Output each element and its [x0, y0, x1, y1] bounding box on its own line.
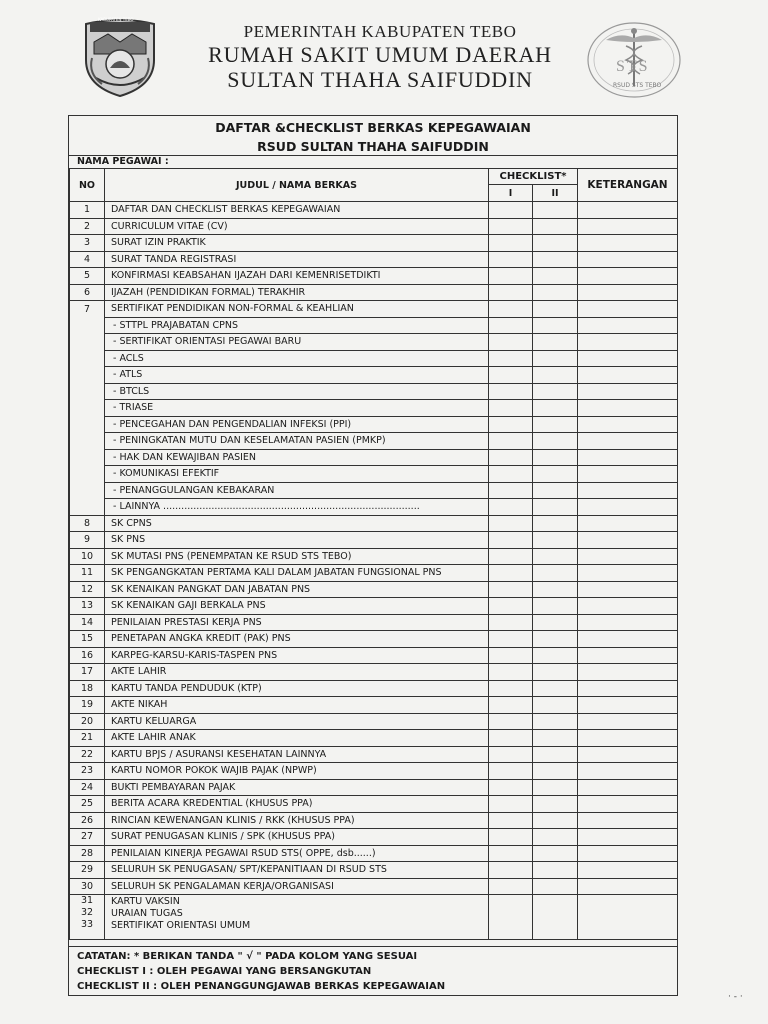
keterangan-cell[interactable] — [578, 268, 678, 285]
header-judul: JUDUL / NAMA BERKAS — [105, 169, 489, 202]
header-checklist: CHECKLIST* — [489, 169, 578, 185]
checklist-ii-cell[interactable] — [533, 383, 578, 400]
keterangan-cell[interactable] — [578, 548, 678, 565]
checklist-i-cell[interactable] — [489, 581, 533, 598]
keterangan-cell[interactable] — [578, 763, 678, 780]
checklist-ii-cell[interactable] — [533, 350, 578, 367]
checklist-i-cell[interactable] — [489, 746, 533, 763]
note-checklist-i: CHECKLIST I : OLEH PEGAWAI YANG BERSANGKUTAN — [77, 966, 372, 977]
notes-block — [77, 949, 445, 994]
row-number — [70, 350, 105, 367]
form-title-line1: DAFTAR &CHECKLIST BERKAS KEPEGAWAIAN — [215, 120, 531, 135]
table-row — [70, 598, 678, 615]
checklist-ii-cell[interactable] — [533, 829, 578, 846]
table-row — [70, 581, 678, 598]
table-row — [70, 845, 678, 862]
document-name: SURAT PENUGASAN KLINIS / SPK (KHUSUS PPA) — [105, 829, 489, 846]
table-row — [70, 202, 678, 219]
checklist-i-cell[interactable] — [489, 202, 533, 219]
keterangan-cell[interactable] — [578, 812, 678, 829]
row-number — [70, 433, 105, 450]
sub-item-row — [70, 317, 678, 334]
checklist-ii-cell[interactable] — [533, 812, 578, 829]
checklist-ii-cell[interactable] — [533, 878, 578, 895]
berkas-table — [69, 168, 678, 940]
header-checklist-i: I — [489, 185, 533, 202]
row-number: 25 — [70, 796, 105, 813]
document-name: AKTE LAHIR — [105, 664, 489, 681]
checklist-ii-cell[interactable] — [533, 631, 578, 648]
document-name: SK KENAIKAN GAJI BERKALA PNS — [105, 598, 489, 615]
checklist-i-cell[interactable] — [489, 482, 533, 499]
checklist-i-cell[interactable] — [489, 763, 533, 780]
row-number: 26 — [70, 812, 105, 829]
table-header-row — [70, 169, 678, 185]
keterangan-cell[interactable] — [578, 878, 678, 895]
sub-item-label: - PENCEGAHAN DAN PENGENDALIAN INFEKSI (PPI) — [105, 416, 489, 433]
checklist-ii-cell[interactable] — [533, 317, 578, 334]
row-number: 8 — [70, 515, 105, 532]
checklist-ii-cell[interactable] — [533, 664, 578, 681]
checklist-ii-cell[interactable] — [533, 647, 578, 664]
table-row — [70, 268, 678, 285]
document-name: BUKTI PEMBAYARAN PAJAK — [105, 779, 489, 796]
checklist-i-cell[interactable] — [489, 548, 533, 565]
sub-item-row — [70, 383, 678, 400]
checklist-i-cell[interactable] — [489, 664, 533, 681]
notes-divider — [69, 946, 677, 947]
checklist-ii-cell[interactable] — [533, 845, 578, 862]
checklist-i-cell[interactable] — [489, 796, 533, 813]
sub-item-row — [70, 433, 678, 450]
keterangan-cell[interactable] — [578, 581, 678, 598]
keterangan-cell[interactable] — [578, 499, 678, 516]
header-hospital-type: RUMAH SAKIT UMUM DAERAH — [208, 42, 552, 67]
checklist-i-cell[interactable] — [489, 449, 533, 466]
row-number: 18 — [70, 680, 105, 697]
table-row — [70, 647, 678, 664]
row-number-group — [70, 895, 105, 940]
row-number: 9 — [70, 532, 105, 549]
sub-item-label: - HAK DAN KEWAJIBAN PASIEN — [105, 449, 489, 466]
document-name: KARTU VAKSIN — [111, 896, 180, 907]
document-name: IJAZAH (PENDIDIKAN FORMAL) TERAKHIR — [105, 284, 489, 301]
sub-item-row — [70, 400, 678, 417]
checklist-i-cell[interactable] — [489, 350, 533, 367]
table-row — [70, 763, 678, 780]
checklist-ii-cell[interactable] — [533, 466, 578, 483]
checklist-i-cell[interactable] — [489, 614, 533, 631]
checklist-ii-cell[interactable] — [533, 796, 578, 813]
left-logo-text: KABUPATEN TEBO — [98, 17, 134, 22]
table-row — [70, 235, 678, 252]
row-number — [70, 466, 105, 483]
table-row — [70, 812, 678, 829]
kabupaten-tebo-crest-icon — [80, 14, 160, 98]
checklist-ii-cell[interactable] — [533, 235, 578, 252]
keterangan-cell[interactable] — [578, 664, 678, 681]
keterangan-cell[interactable] — [578, 697, 678, 714]
table-row — [70, 862, 678, 879]
row-number — [70, 383, 105, 400]
keterangan-cell[interactable] — [578, 400, 678, 417]
row-number: 31 — [80, 895, 94, 906]
sub-item-row — [70, 482, 678, 499]
checklist-i-cell[interactable] — [489, 466, 533, 483]
table-row — [70, 301, 678, 318]
row-number — [70, 499, 105, 516]
row-number — [70, 334, 105, 351]
sub-item-label: - ACLS — [105, 350, 489, 367]
table-row — [70, 697, 678, 714]
checklist-i-cell[interactable] — [489, 697, 533, 714]
institution-header — [165, 22, 595, 92]
keterangan-cell[interactable] — [578, 284, 678, 301]
checklist-i-cell[interactable] — [489, 284, 533, 301]
sub-item-label: - STTPL PRAJABATAN CPNS — [105, 317, 489, 334]
row-number: 27 — [70, 829, 105, 846]
table-row — [70, 548, 678, 565]
document-name: SK KENAIKAN PANGKAT DAN JABATAN PNS — [105, 581, 489, 598]
sub-item-label: - ATLS — [105, 367, 489, 384]
checklist-ii-cell[interactable] — [533, 730, 578, 747]
document-name: BERITA ACARA KREDENTIAL (KHUSUS PPA) — [105, 796, 489, 813]
row-number: 1 — [70, 202, 105, 219]
document-name: SELURUH SK PENGALAMAN KERJA/ORGANISASI — [105, 878, 489, 895]
sub-item-row — [70, 334, 678, 351]
checklist-i-cell[interactable] — [489, 565, 533, 582]
checklist-ii-cell[interactable] — [533, 218, 578, 235]
keterangan-cell[interactable] — [578, 433, 678, 450]
checklist-ii-cell[interactable] — [533, 548, 578, 565]
keterangan-cell[interactable] — [578, 383, 678, 400]
sub-item-row — [70, 367, 678, 384]
sub-item-label: - SERTIFIKAT ORIENTASI PEGAWAI BARU — [105, 334, 489, 351]
row-number: 5 — [70, 268, 105, 285]
keterangan-cell[interactable] — [578, 565, 678, 582]
table-row — [70, 779, 678, 796]
checklist-ii-cell[interactable] — [533, 301, 578, 318]
row-number: 29 — [70, 862, 105, 879]
sub-item-label: - LAINNYA ..................................................................................... — [105, 499, 489, 516]
sub-item-label: - BTCLS — [105, 383, 489, 400]
table-row-31-33 — [70, 895, 678, 940]
row-number: 17 — [70, 664, 105, 681]
checklist-ii-cell[interactable] — [533, 499, 578, 516]
document-name: KONFIRMASI KEABSAHAN IJAZAH DARI KEMENRISETDIKTI — [105, 268, 489, 285]
row-number: 16 — [70, 647, 105, 664]
row-number: 15 — [70, 631, 105, 648]
keterangan-cell[interactable] — [578, 796, 678, 813]
checklist-i-cell[interactable] — [489, 383, 533, 400]
keterangan-cell[interactable] — [578, 631, 678, 648]
document-name: PENILAIAN KINERJA PEGAWAI RSUD STS( OPPE, dsb......) — [105, 845, 489, 862]
table-row — [70, 515, 678, 532]
checklist-i-cell[interactable] — [489, 317, 533, 334]
row-number: 22 — [70, 746, 105, 763]
keterangan-cell[interactable] — [578, 515, 678, 532]
row-number: 4 — [70, 251, 105, 268]
row-number: 3 — [70, 235, 105, 252]
document-name: SK PENGANGKATAN PERTAMA KALI DALAM JABATAN FUNGSIONAL PNS — [105, 565, 489, 582]
checklist-i-cell[interactable] — [489, 218, 533, 235]
sub-item-row — [70, 416, 678, 433]
table-row — [70, 631, 678, 648]
keterangan-cell[interactable] — [578, 829, 678, 846]
checklist-ii-cell[interactable] — [533, 565, 578, 582]
document-name: CURRICULUM VITAE (CV) — [105, 218, 489, 235]
keterangan-cell[interactable] — [578, 218, 678, 235]
checklist-i-cell[interactable] — [489, 301, 533, 318]
row-number: 11 — [70, 565, 105, 582]
corner-mark: · - · — [728, 992, 743, 1002]
header-hospital-name: SULTAN THAHA SAIFUDDIN — [227, 67, 533, 92]
checklist-ii-cell[interactable] — [533, 268, 578, 285]
table-row — [70, 664, 678, 681]
header-no: NO — [70, 169, 105, 202]
checklist-ii-cell[interactable] — [533, 746, 578, 763]
document-name: AKTE NIKAH — [105, 697, 489, 714]
row-number — [70, 482, 105, 499]
sub-item-row — [70, 350, 678, 367]
row-number — [70, 367, 105, 384]
sub-item-row — [70, 449, 678, 466]
table-row — [70, 746, 678, 763]
checklist-ii-cell[interactable] — [533, 400, 578, 417]
checklist-i-cell[interactable] — [489, 268, 533, 285]
row-number: 33 — [80, 919, 94, 930]
keterangan-cell[interactable] — [578, 532, 678, 549]
checklist-i-cell[interactable] — [489, 829, 533, 846]
document-name: SURAT IZIN PRAKTIK — [105, 235, 489, 252]
checklist-i-cell[interactable] — [489, 598, 533, 615]
checklist-ii-cell[interactable] — [533, 433, 578, 450]
checklist-ii-cell[interactable] — [533, 202, 578, 219]
checklist-i-cell[interactable] — [489, 779, 533, 796]
document-name: RINCIAN KEWENANGAN KLINIS / RKK (KHUSUS PPA) — [105, 812, 489, 829]
checklist-i-cell[interactable] — [489, 251, 533, 268]
keterangan-cell[interactable] — [578, 746, 678, 763]
checklist-i-cell[interactable] — [489, 367, 533, 384]
keterangan-cell[interactable] — [578, 713, 678, 730]
table-row — [70, 680, 678, 697]
note-catatan: CATATAN: * BERIKAN TANDA " √ " PADA KOLOM YANG SESUAI — [77, 951, 418, 962]
keterangan-cell[interactable] — [578, 301, 678, 318]
right-logo-monogram: STS — [616, 58, 650, 75]
table-row — [70, 878, 678, 895]
row-number — [70, 317, 105, 334]
checklist-ii-cell[interactable] — [533, 598, 578, 615]
checklist-ii-cell[interactable] — [533, 763, 578, 780]
keterangan-cell[interactable] — [578, 779, 678, 796]
row-number: 14 — [70, 614, 105, 631]
document-name: KARPEG-KARSU-KARIS-TASPEN PNS — [105, 647, 489, 664]
checklist-ii-cell[interactable] — [533, 713, 578, 730]
checklist-ii-cell[interactable] — [533, 449, 578, 466]
checklist-i-cell[interactable] — [489, 895, 533, 940]
checklist-ii-cell[interactable] — [533, 416, 578, 433]
rsud-sts-caduceus-icon — [584, 20, 684, 100]
keterangan-cell[interactable] — [578, 367, 678, 384]
document-name: URAIAN TUGAS — [111, 908, 183, 919]
sub-item-label: - KOMUNIKASI EFEKTIF — [105, 466, 489, 483]
table-row — [70, 251, 678, 268]
header-checklist-ii: II — [533, 185, 578, 202]
keterangan-cell[interactable] — [578, 862, 678, 879]
nama-pegawai-label: NAMA PEGAWAI : — [77, 156, 169, 167]
document-name: KARTU NOMOR POKOK WAJIB PAJAK (NPWP) — [105, 763, 489, 780]
checklist-i-cell[interactable] — [489, 713, 533, 730]
sub-item-row — [70, 499, 678, 516]
document-name: PENILAIAN PRESTASI KERJA PNS — [105, 614, 489, 631]
checklist-i-cell[interactable] — [489, 416, 533, 433]
row-number: 20 — [70, 713, 105, 730]
checklist-i-cell[interactable] — [489, 631, 533, 648]
row-number: 13 — [70, 598, 105, 615]
document-name: SERTIFIKAT ORIENTASI UMUM — [111, 920, 251, 931]
checklist-i-cell[interactable] — [489, 532, 533, 549]
row-number: 12 — [70, 581, 105, 598]
checklist-ii-cell[interactable] — [533, 367, 578, 384]
document-name: KARTU BPJS / ASURANSI KESEHATAN LAINNYA — [105, 746, 489, 763]
keterangan-cell[interactable] — [578, 680, 678, 697]
row-number: 7 — [70, 301, 105, 318]
keterangan-cell[interactable] — [578, 845, 678, 862]
row-number: 28 — [70, 845, 105, 862]
table-row — [70, 218, 678, 235]
row-number: 2 — [70, 218, 105, 235]
header-government: PEMERINTAH KABUPATEN TEBO — [243, 22, 517, 41]
keterangan-cell[interactable] — [578, 251, 678, 268]
table-row — [70, 532, 678, 549]
document-name-group — [105, 895, 489, 940]
keterangan-cell[interactable] — [578, 647, 678, 664]
checklist-ii-cell[interactable] — [533, 532, 578, 549]
row-number: 23 — [70, 763, 105, 780]
checklist-i-cell[interactable] — [489, 647, 533, 664]
keterangan-cell[interactable] — [578, 482, 678, 499]
form-title-line2: RSUD SULTAN THAHA SAIFUDDIN — [257, 139, 489, 154]
checklist-ii-cell[interactable] — [533, 697, 578, 714]
row-number: 10 — [70, 548, 105, 565]
checklist-ii-cell[interactable] — [533, 581, 578, 598]
document-name: AKTE LAHIR ANAK — [105, 730, 489, 747]
sub-item-row — [70, 466, 678, 483]
checklist-ii-cell[interactable] — [533, 482, 578, 499]
checklist-ii-cell[interactable] — [533, 284, 578, 301]
table-row — [70, 284, 678, 301]
checklist-ii-cell[interactable] — [533, 895, 578, 940]
row-number — [70, 400, 105, 417]
checklist-i-cell[interactable] — [489, 878, 533, 895]
keterangan-cell[interactable] — [578, 334, 678, 351]
checklist-i-cell[interactable] — [489, 400, 533, 417]
document-name: SK CPNS — [105, 515, 489, 532]
document-name: SELURUH SK PENUGASAN/ SPT/KEPANITIAAN DI RSUD STS — [105, 862, 489, 879]
row-number: 30 — [70, 878, 105, 895]
keterangan-cell[interactable] — [578, 350, 678, 367]
checklist-i-cell[interactable] — [489, 845, 533, 862]
document-name: SURAT TANDA REGISTRASI — [105, 251, 489, 268]
checklist-ii-cell[interactable] — [533, 334, 578, 351]
checklist-i-cell[interactable] — [489, 730, 533, 747]
sub-item-label: - TRIASE — [105, 400, 489, 417]
checklist-i-cell[interactable] — [489, 515, 533, 532]
keterangan-cell[interactable] — [578, 895, 678, 940]
document-name: SK MUTASI PNS (PENEMPATAN KE RSUD STS TEBO) — [105, 548, 489, 565]
keterangan-cell[interactable] — [578, 598, 678, 615]
checklist-ii-cell[interactable] — [533, 515, 578, 532]
checklist-ii-cell[interactable] — [533, 862, 578, 879]
checklist-i-cell[interactable] — [489, 235, 533, 252]
table-row — [70, 565, 678, 582]
table-row — [70, 713, 678, 730]
document-name: PENETAPAN ANGKA KREDIT (PAK) PNS — [105, 631, 489, 648]
header-keterangan: KETERANGAN — [578, 169, 678, 202]
keterangan-cell[interactable] — [578, 416, 678, 433]
sub-item-label: - PENINGKATAN MUTU DAN KESELAMATAN PASIEN (PMKP) — [105, 433, 489, 450]
note-checklist-ii: CHECKLIST II : OLEH PENANGGUNGJAWAB BERKAS KEPEGAWAIAN — [77, 981, 446, 992]
checklist-i-cell[interactable] — [489, 862, 533, 879]
row-number — [70, 416, 105, 433]
row-number: 24 — [70, 779, 105, 796]
document-name: DAFTAR DAN CHECKLIST BERKAS KEPEGAWAIAN — [105, 202, 489, 219]
checklist-i-cell[interactable] — [489, 433, 533, 450]
checklist-form — [68, 115, 678, 996]
table-row — [70, 829, 678, 846]
keterangan-cell[interactable] — [578, 449, 678, 466]
document-name: KARTU KELUARGA — [105, 713, 489, 730]
document-name: SERTIFIKAT PENDIDIKAN NON-FORMAL & KEAHLIAN — [105, 301, 489, 318]
keterangan-cell[interactable] — [578, 317, 678, 334]
keterangan-cell[interactable] — [578, 466, 678, 483]
row-number: 19 — [70, 697, 105, 714]
table-row — [70, 796, 678, 813]
checklist-i-cell[interactable] — [489, 499, 533, 516]
keterangan-cell[interactable] — [578, 202, 678, 219]
checklist-ii-cell[interactable] — [533, 680, 578, 697]
form-title — [69, 116, 677, 156]
row-number — [70, 449, 105, 466]
checklist-ii-cell[interactable] — [533, 614, 578, 631]
row-number: 6 — [70, 284, 105, 301]
document-name: SK PNS — [105, 532, 489, 549]
row-number: 21 — [70, 730, 105, 747]
checklist-i-cell[interactable] — [489, 334, 533, 351]
checklist-i-cell[interactable] — [489, 680, 533, 697]
document-name: KARTU TANDA PENDUDUK (KTP) — [105, 680, 489, 697]
checklist-i-cell[interactable] — [489, 812, 533, 829]
keterangan-cell[interactable] — [578, 235, 678, 252]
sub-item-label: - PENANGGULANGAN KEBAKARAN — [105, 482, 489, 499]
row-number: 32 — [80, 907, 94, 918]
table-row — [70, 614, 678, 631]
keterangan-cell[interactable] — [578, 730, 678, 747]
right-logo-text: RSUD STS TEBO — [613, 82, 662, 89]
checklist-ii-cell[interactable] — [533, 251, 578, 268]
table-row — [70, 730, 678, 747]
checklist-ii-cell[interactable] — [533, 779, 578, 796]
keterangan-cell[interactable] — [578, 614, 678, 631]
